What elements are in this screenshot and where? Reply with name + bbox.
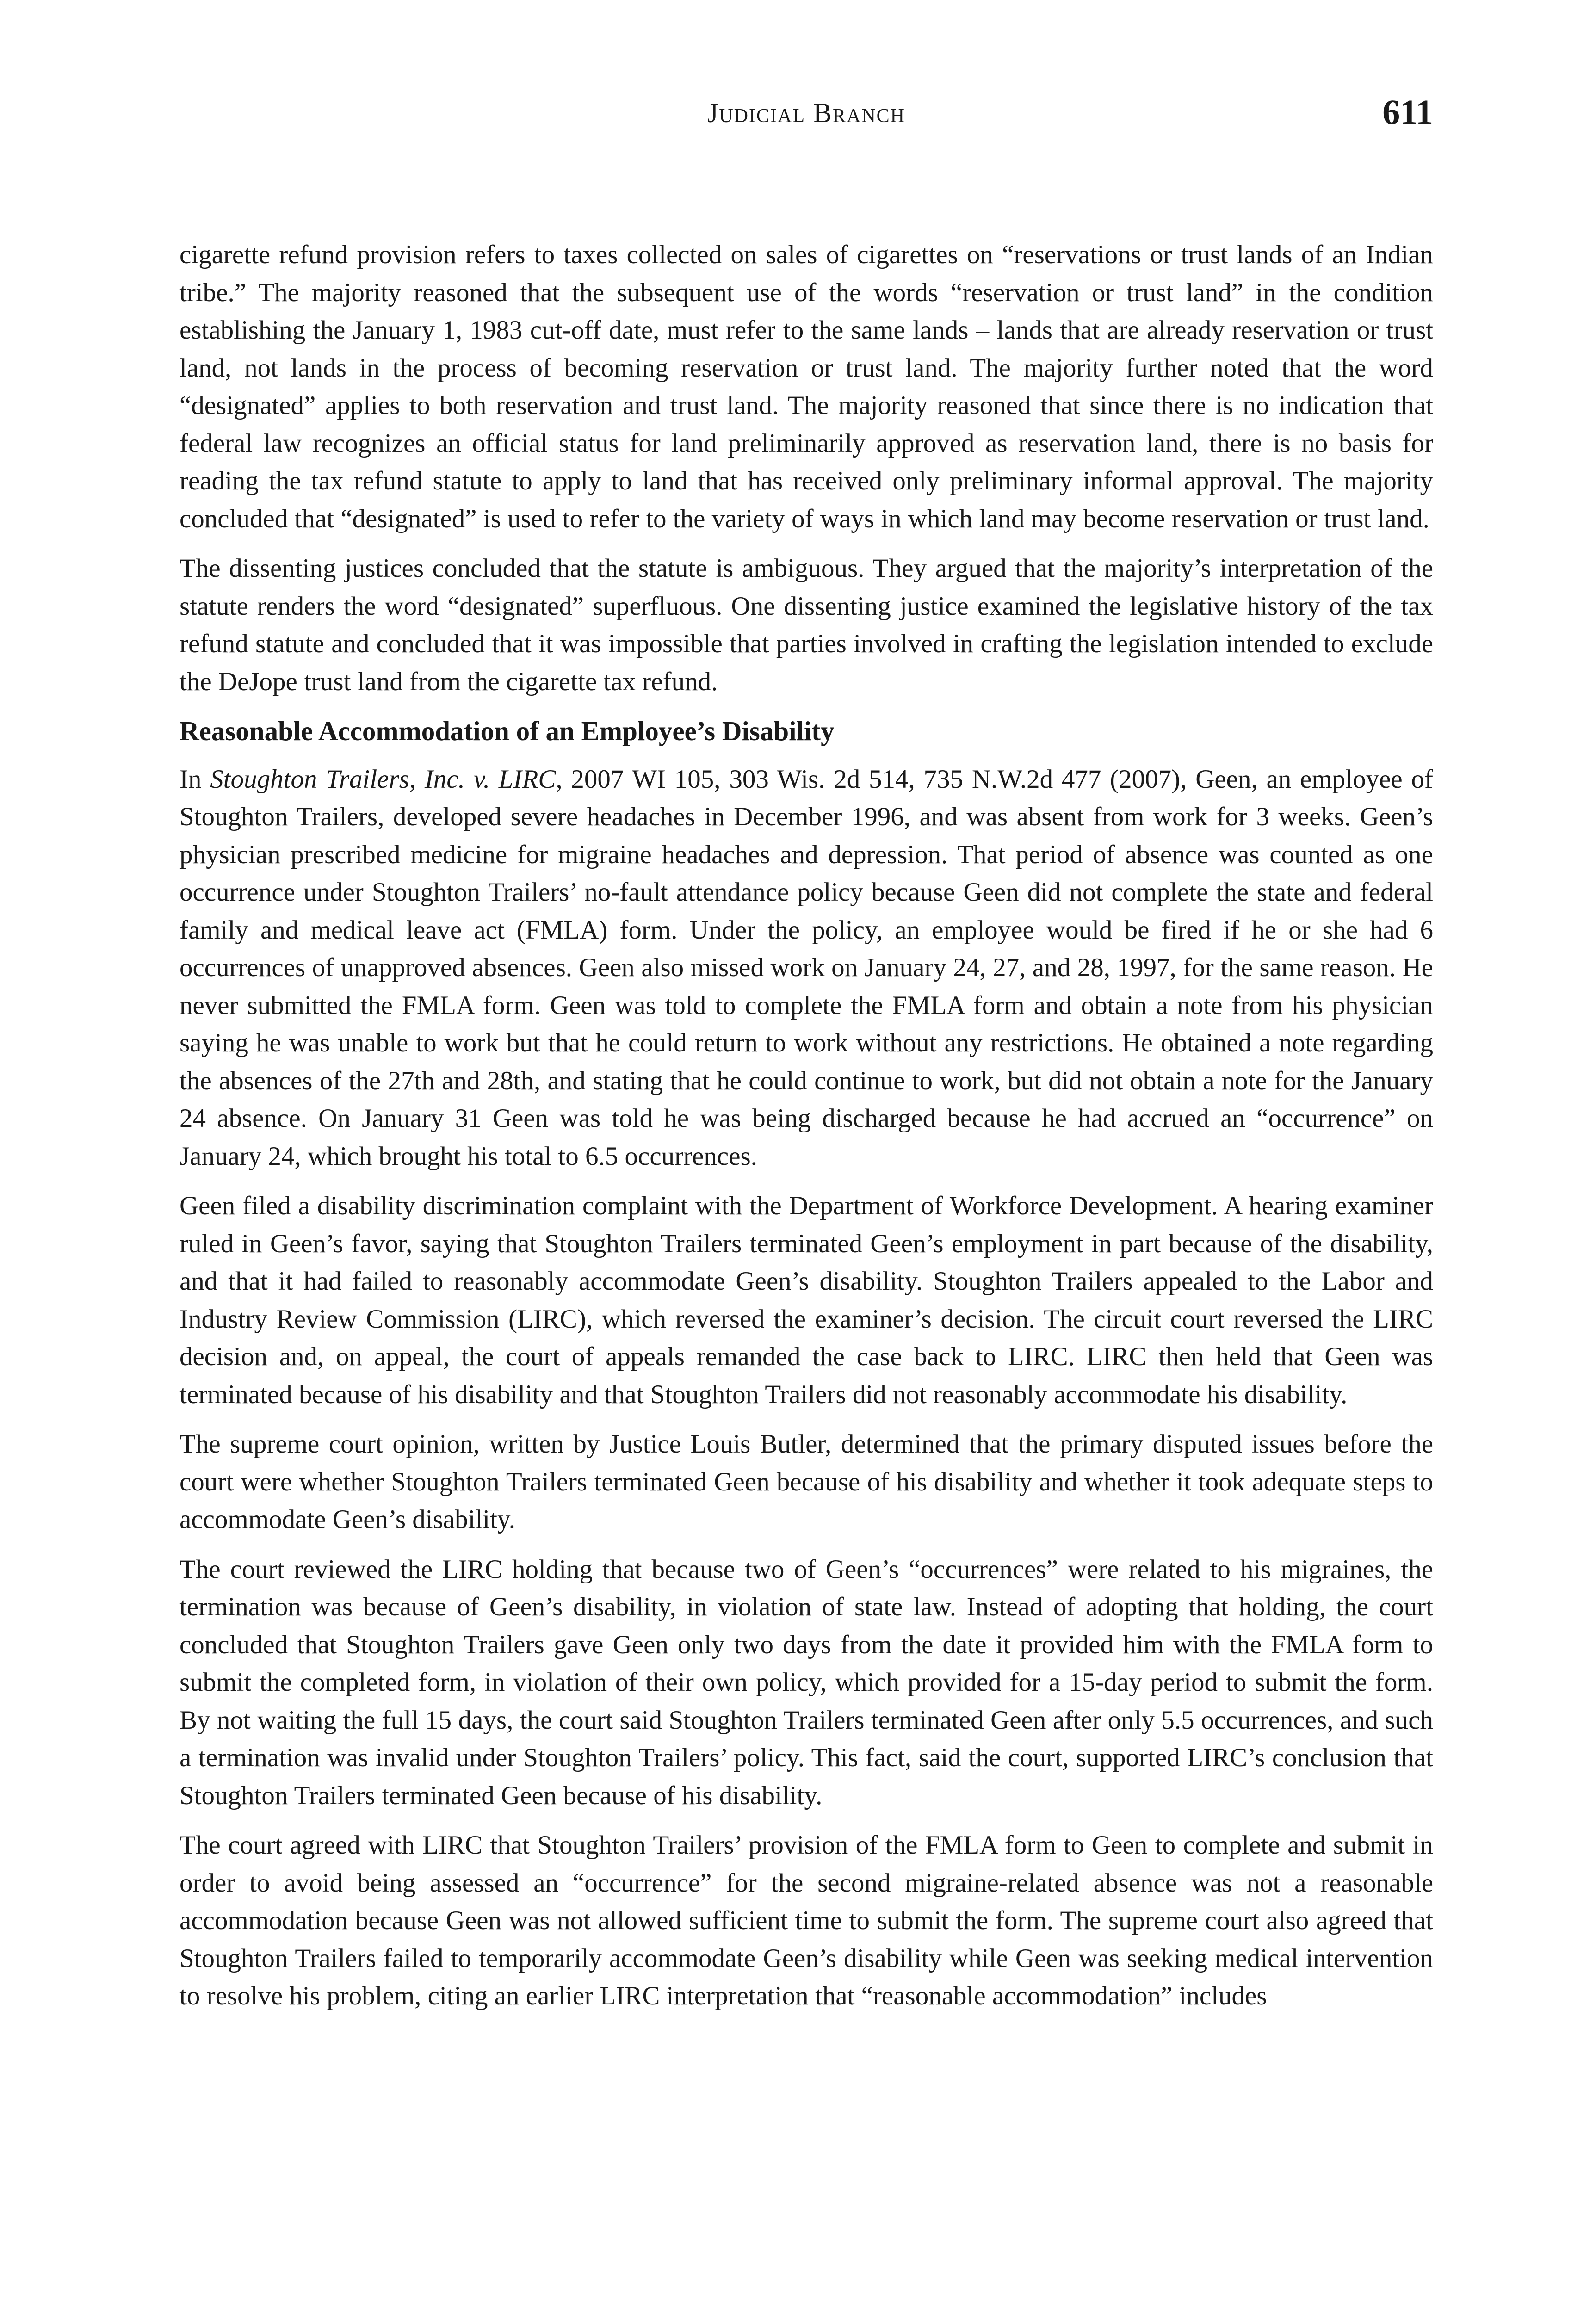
running-header xyxy=(179,93,1433,143)
document-page xyxy=(179,93,1433,2027)
paragraph-1: cigarette refund provision refers to taxes collected on sales of cigarettes on “reservations or trust lands of an Indian tribe.” The majority reasoned that the subsequent use of the words “reservation or trust land” in the condition establishing the January 1, 1983 cut-off date, must refer to the same lands – lands that are already reservation or trust land, not lands in the process of becoming reservation or trust land. The majority further noted that the word “designated” applies to both reservation and trust land. The majority reasoned that since there is no indication that federal law recognizes an official status for land preliminarily approved as reservation land, there is no basis for reading the tax refund statute to apply to land that has received only preliminary informal approval. The majority concluded that “designated” is used to refer to the variety of ways in which land may become reservation or trust land. xyxy=(179,240,1433,533)
paragraph-4: Geen filed a disability discrimination complaint with the Department of Workforce Development. A hearing examiner ruled in Geen’s favor, saying that Stoughton Trailers terminated Geen’s employment in part because of the disability, and that it had failed to reasonably accommodate Geen’s disability. Stoughton Trailers appealed to the Labor and Industry Review Commission (LIRC), which reversed the examiner’s decision. The circuit court reversed the LIRC decision and, on appeal, the court of appeals remanded the case back to LIRC. LIRC then held that Geen was terminated because of his disability and that Stoughton Trailers did not reasonably accommodate his disability. xyxy=(179,1191,1433,1409)
paragraph-2: The dissenting justices concluded that the statute is ambiguous. They argued that the majority’s interpretation of the statute renders the word “designated” superfluous. One dissenting justice examined the legislative history of the tax refund statute and concluded that it was impossible that parties involved in crafting the legislation intended to exclude the DeJope trust land from the cigarette tax refund. xyxy=(179,554,1433,696)
paragraph-3-text: 2007 WI 105, 303 Wis. 2d 514, 735 N.W.2d 477 (2007), Geen, an employee of Stoughton Trailers, developed severe headaches in December 1996, and was absent from work for 3 weeks. Geen’s physician prescribed medicine for migraine headaches and depression. That period of absence was counted as one occurrence under Stoughton Trailers’ no-fault attendance policy because Geen did not complete the state and federal family and medical leave act (FMLA) form. Under the policy, an employee would be fired if he or she had 6 occurrences of unapproved absences. Geen also missed work on January 24, 27, and 28, 1997, for the same reason. He never submitted the FMLA form. Geen was told to complete the FMLA form and obtain a note from his physician saying he was unable to work but that he could return to work without any restrictions. He obtained a note regarding the absences of the 27th and 28th, and stating that he could continue to work, but did not obtain a note for the January 24 absence. On January 31 Geen was told he was being discharged because he had accrued an “occurrence” on January 24, which brought his total to 6.5 occurrences. xyxy=(179,764,1433,1171)
body-text xyxy=(179,236,1433,2015)
paragraph-5: The supreme court opinion, written by Justice Louis Butler, determined that the primary disputed issues before the court were whether Stoughton Trailers terminated Geen because of his disability and whether it took adequate steps to accommodate Geen’s disability. xyxy=(179,1429,1433,1534)
running-title: Judicial Branch xyxy=(707,98,906,128)
page-number: 611 xyxy=(1382,93,1433,132)
paragraph-6: The court reviewed the LIRC holding that because two of Geen’s “occurrences” were related to his migraines, the termination was because of Geen’s disability, in violation of state law. Instead of adopting that holding, the court concluded that Stoughton Trailers gave Geen only two days from the date it provided him with the FMLA form to submit the completed form, in violation of their own policy, which provided for a 15-day period to submit the form. By not waiting the full 15 days, the court said Stoughton Trailers terminated Geen after only 5.5 occurrences, and such a termination was invalid under Stoughton Trailers’ policy. This fact, said the court, supported LIRC’s conclusion that Stoughton Trailers terminated Geen because of his disability. xyxy=(179,1554,1433,1810)
section-heading: Reasonable Accommodation of an Employee’s Disability xyxy=(179,716,835,746)
paragraph-3-prefix: In xyxy=(179,764,210,794)
case-citation-name: Stoughton Trailers, Inc. v. LIRC, xyxy=(210,764,563,794)
paragraph-3 xyxy=(179,761,1433,1175)
paragraph-7: The court agreed with LIRC that Stoughton Trailers’ provision of the FMLA form to Geen to complete and submit in order to avoid being assessed an “occurrence” for the second migraine-related absence was not a reasonable accommodation because Geen was not allowed sufficient time to submit the form. The supreme court also agreed that Stoughton Trailers failed to temporarily accommodate Geen’s disability while Geen was seeking medical intervention to resolve his problem, citing an earlier LIRC interpretation that “reasonable accommodation” includes xyxy=(179,1831,1433,2010)
